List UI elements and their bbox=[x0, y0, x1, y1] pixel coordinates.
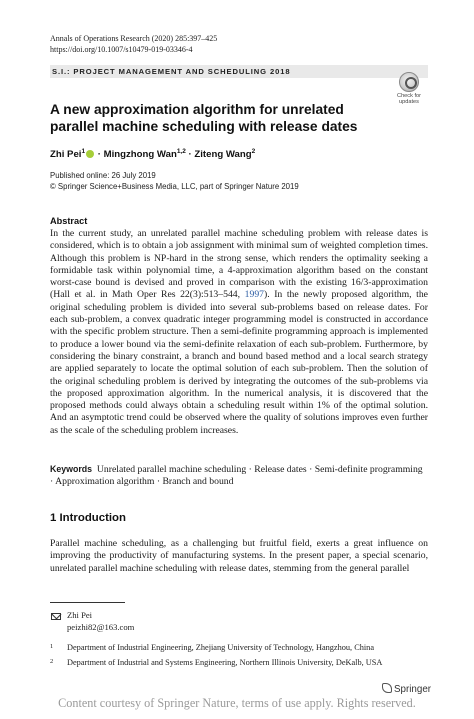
section-title: Introduction bbox=[59, 512, 126, 524]
author-list bbox=[50, 148, 255, 160]
section-number: 1 bbox=[50, 512, 57, 524]
copyright-line: © Springer Science+Business Media, LLC, part of Springer Nature 2019 bbox=[50, 181, 299, 191]
author-separator: · bbox=[97, 149, 101, 160]
author-affiliation-ref: 1 bbox=[81, 148, 86, 155]
author-name[interactable]: Zhi Pei bbox=[50, 149, 82, 160]
affiliation-1 bbox=[50, 641, 374, 653]
corresponding-author bbox=[67, 610, 134, 633]
section-heading bbox=[50, 512, 126, 524]
abstract-text-part: In the current study, an unrelated parallel machine scheduling problem with release dates is considered, which is to obtain a job assignment with minimal sum of weighted completion times. Although this problem is NP-hard in the strong sense, which renders the optimality seeking a formidable task within polynomial time, a 4-approximation algorithm based on the constant worst-case bound is devised and proved in comparison with the existing 16/3-approximation (Hall et al. in Math Oper Res 22(3):513–544, bbox=[50, 228, 428, 301]
doi-link[interactable]: https://doi.org/10.1007/s10479-019-03346-4 bbox=[50, 44, 193, 54]
special-issue-banner: S.I.: PROJECT MANAGEMENT AND SCHEDULING 2018 bbox=[50, 65, 428, 78]
keywords bbox=[50, 463, 428, 489]
footnote-divider bbox=[50, 602, 125, 603]
abstract-body bbox=[50, 228, 428, 437]
orcid-icon[interactable] bbox=[86, 150, 94, 158]
author-name[interactable]: Mingzhong Wan bbox=[103, 149, 177, 160]
envelope-icon bbox=[51, 613, 61, 620]
author-separator: · bbox=[188, 149, 192, 160]
affiliation-text: Department of Industrial and Systems Engineering, Northern Illinois University, DeKalb, USA bbox=[67, 658, 383, 667]
journal-citation: Annals of Operations Research (2020) 285:397–425 bbox=[50, 34, 218, 43]
check-for-updates-icon bbox=[399, 72, 419, 92]
corresponding-name: Zhi Pei bbox=[67, 610, 93, 620]
affiliation-number: 2 bbox=[50, 658, 54, 665]
affiliation-2 bbox=[50, 656, 382, 668]
keywords-text: Unrelated parallel machine scheduling · Release dates · Semi-definite programming · Approximation algorithm · Branch and bound bbox=[50, 464, 423, 488]
check-for-updates-badge[interactable] bbox=[393, 72, 425, 106]
abstract-heading: Abstract bbox=[50, 216, 88, 226]
publisher-name: Springer bbox=[394, 684, 432, 695]
introduction-text: Parallel machine scheduling, as a challenging but fruitful field, exerts a great influence on improving the productivity of manufacturing systems. In the present paper, a special scenario, unrelated parallel machine scheduling with release dates, stemming from the general parallel bbox=[50, 538, 428, 574]
abstract-text-part: ). In the newly proposed algorithm, the original scheduling problem is divided into several sub-problems based on release dates. For each sub-problem, a convex quadratic integer programming model is constructed in accordance with the specific problem structure. Then a semi-definite programming approach is implemented to produce a lower bound via the semi-definite relaxation of each sub-problem. Furthermore, by considering the binary constraint, a branch and bound based method and a local search strategy are applied separately to locate the optimal solution of each sub-problem. Then the solution of the original scheduling problem is derived by integrating the outcomes of the sub-problems via the proposed approximation algorithm. In the numerical analysis, it is discovered that the proposed methods could always obtain a scheduling result within 1% of the optimal solution. And an asymptotic trend could be observed where the quality of solutions improves even further as the scale of the scheduling problem increases. bbox=[50, 289, 428, 436]
author-name[interactable]: Ziteng Wang bbox=[194, 149, 252, 160]
badge-line-2: updates bbox=[399, 99, 419, 106]
publication-info bbox=[50, 171, 299, 192]
citation-link[interactable]: 1997 bbox=[244, 289, 264, 301]
courtesy-notice: Content courtesy of Springer Nature, terms of use apply. Rights reserved. bbox=[58, 696, 416, 710]
publisher-logo bbox=[382, 683, 431, 695]
keywords-label: Keywords bbox=[50, 464, 93, 474]
published-date: Published online: 26 July 2019 bbox=[50, 171, 156, 180]
affiliation-text: Department of Industrial Engineering, Zhejiang University of Technology, Hangzhou, China bbox=[67, 643, 375, 652]
author-affiliation-ref: 1,2 bbox=[176, 148, 186, 155]
corresponding-email[interactable]: peizhi82@163.com bbox=[67, 621, 135, 632]
affiliation-number: 1 bbox=[50, 643, 54, 650]
journal-info bbox=[50, 34, 217, 55]
badge-line-1: Check for bbox=[397, 93, 421, 99]
paper-title: A new approximation algorithm for unrelated parallel machine scheduling with release dates bbox=[50, 102, 358, 134]
springer-horse-icon bbox=[382, 683, 392, 693]
author-affiliation-ref: 2 bbox=[251, 148, 256, 155]
